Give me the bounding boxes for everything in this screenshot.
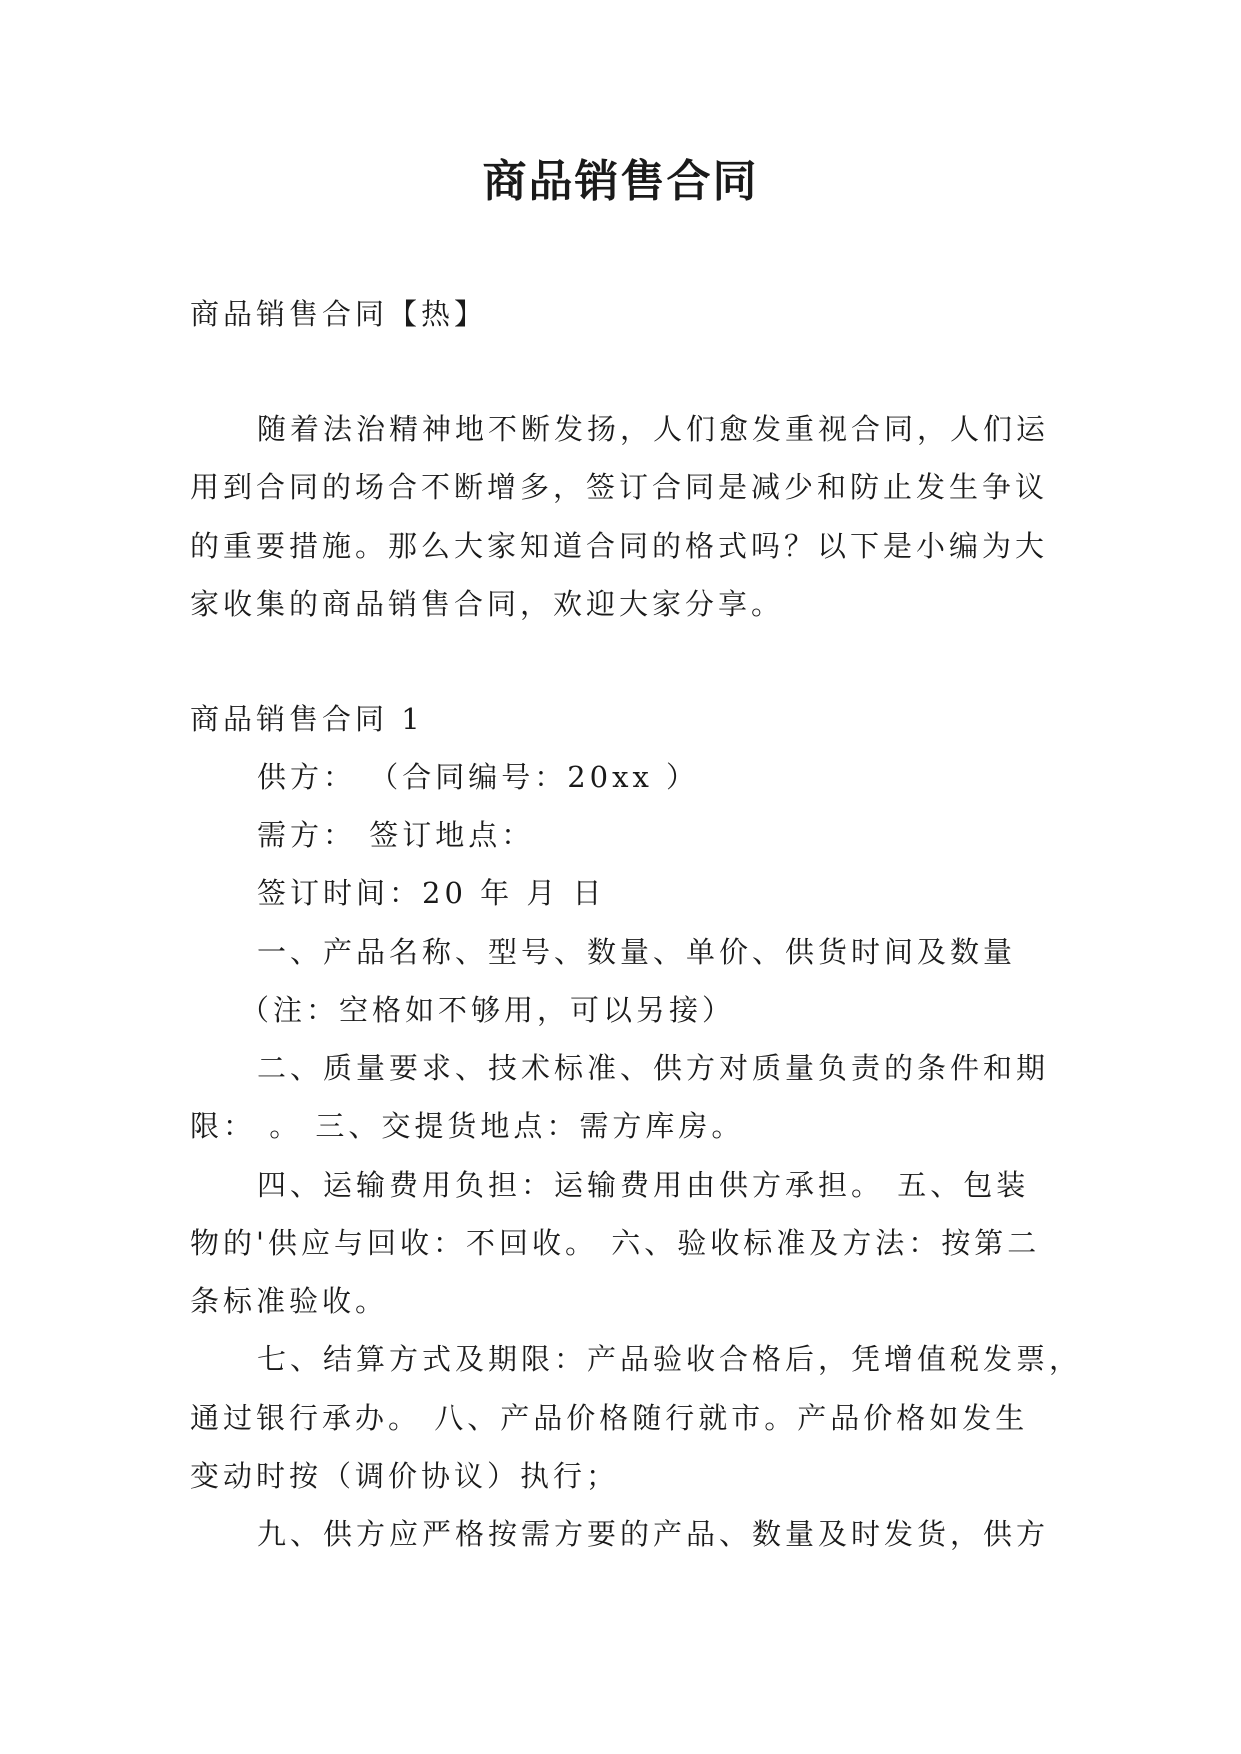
buyer-line: 需方： 签订地点： xyxy=(257,818,535,852)
clause-2-line-1: 二、质量要求、技术标准、供方对质量负责的条件和期 xyxy=(257,1051,1050,1085)
intro-line-4: 家收集的商品销售合同，欢迎大家分享。 xyxy=(190,587,785,621)
document-title: 商品销售合同 xyxy=(482,156,759,207)
clause-4-line-3: 条标准验收。 xyxy=(190,1284,389,1318)
intro-line-2: 用到合同的场合不断增多，签订合同是减少和防止发生争议 xyxy=(190,470,1049,504)
clause-7-line-2: 通过银行承办。 八、产品价格随行就市。产品价格如发生 xyxy=(190,1401,1029,1435)
clause-9-line-1: 九、供方应严格按需方要的产品、数量及时发货，供方 xyxy=(257,1517,1050,1551)
clause-7-line-1: 七、结算方式及期限：产品验收合格后，凭增值税发票， xyxy=(257,1342,1083,1376)
sign-time-line: 签订时间：20 年 月 日 xyxy=(257,876,606,910)
intro-line-1: 随着法治精神地不断发扬，人们愈发重视合同，人们运 xyxy=(257,412,1050,446)
clause-4-line-2: 物的'供应与回收：不回收。 六、验收标准及方法：按第二 xyxy=(190,1226,1041,1260)
supplier-line: 供方： （合同编号：20xx ） xyxy=(257,760,700,794)
clause-4-line-1: 四、运输费用负担：运输费用由供方承担。 五、包装 xyxy=(257,1168,1030,1202)
document-subtitle: 商品销售合同【热】 xyxy=(190,297,488,331)
clause-2-line-2: 限： 。 三、交提货地点：需方库房。 xyxy=(190,1109,745,1143)
clause-7-line-3: 变动时按（调价协议）执行； xyxy=(190,1459,620,1493)
intro-line-3: 的重要措施。那么大家知道合同的格式吗？以下是小编为大 xyxy=(190,529,1049,563)
section-heading: 商品销售合同 1 xyxy=(190,702,424,736)
clause-1: 一、产品名称、型号、数量、单价、供货时间及数量 xyxy=(257,935,1017,969)
clause-1-note: （注：空格如不够用，可以另接） xyxy=(240,993,736,1027)
